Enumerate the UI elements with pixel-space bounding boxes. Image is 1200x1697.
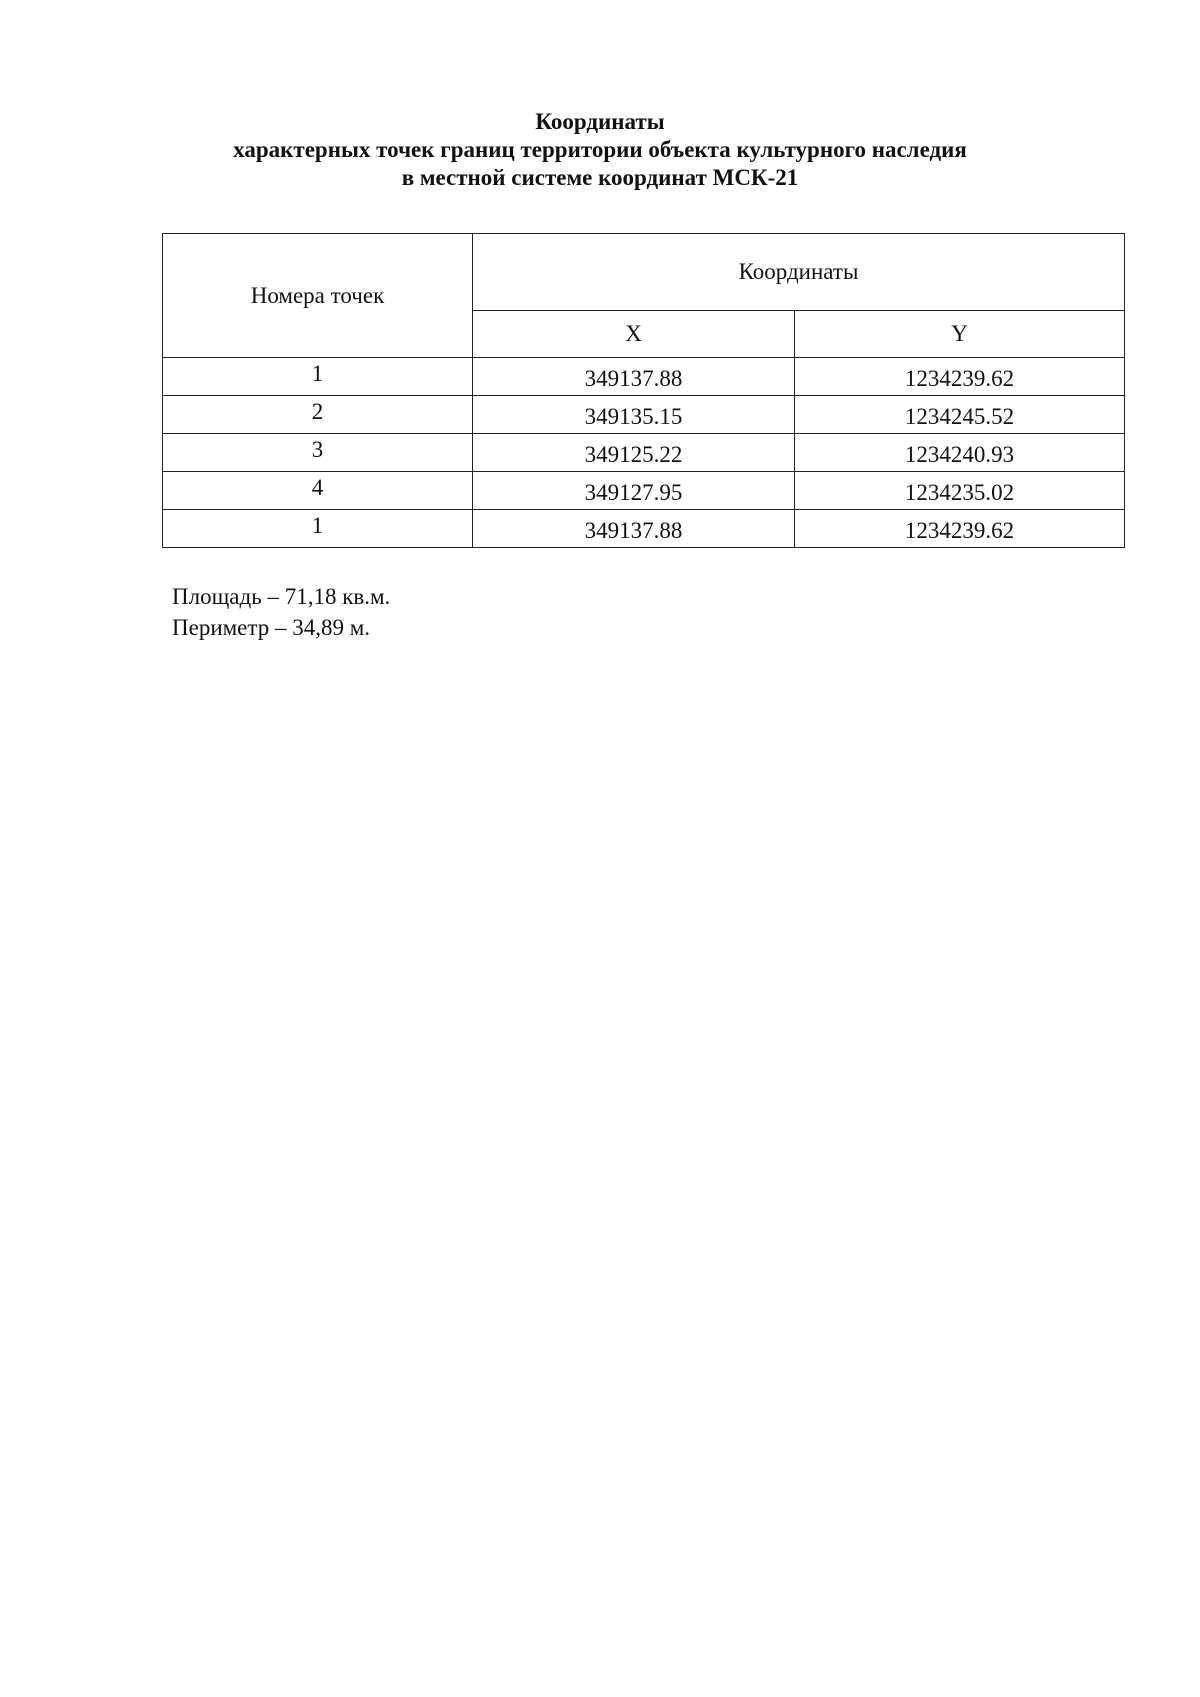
x-coordinate-cell: 349127.95	[473, 472, 795, 510]
point-number-cell: 1	[163, 358, 473, 396]
table-header-row	[163, 234, 1125, 311]
point-number-cell: 2	[163, 396, 473, 434]
y-coordinate-cell: 1234239.62	[795, 358, 1125, 396]
table-row	[163, 434, 1125, 472]
table-row	[163, 472, 1125, 510]
area-text: Площадь – 71,18 кв.м.	[172, 584, 391, 609]
title-line-2: характерных точек границ территории объекта культурного наследия	[233, 137, 967, 162]
coordinates-table	[162, 233, 1125, 548]
point-number-cell: 4	[163, 472, 473, 510]
table-row	[163, 510, 1125, 548]
summary-block	[172, 581, 390, 643]
y-coordinate-cell: 1234245.52	[795, 396, 1125, 434]
header-point-numbers: Номера точек	[163, 234, 473, 358]
y-coordinate-cell: 1234235.02	[795, 472, 1125, 510]
x-coordinate-cell: 349137.88	[473, 510, 795, 548]
header-y: Y	[795, 311, 1125, 358]
y-coordinate-cell: 1234240.93	[795, 434, 1125, 472]
y-coordinate-cell: 1234239.62	[795, 510, 1125, 548]
table-row	[163, 358, 1125, 396]
document-title	[0, 108, 1200, 192]
x-coordinate-cell: 349137.88	[473, 358, 795, 396]
point-number-cell: 1	[163, 510, 473, 548]
header-coordinates: Координаты	[473, 234, 1125, 311]
point-number-cell: 3	[163, 434, 473, 472]
title-line-3: в местной системе координат МСК-21	[401, 165, 799, 190]
header-x: X	[473, 311, 795, 358]
x-coordinate-cell: 349125.22	[473, 434, 795, 472]
x-coordinate-cell: 349135.15	[473, 396, 795, 434]
perimeter-text: Периметр – 34,89 м.	[172, 615, 371, 640]
title-line-1: Координаты	[535, 109, 665, 134]
table-row	[163, 396, 1125, 434]
